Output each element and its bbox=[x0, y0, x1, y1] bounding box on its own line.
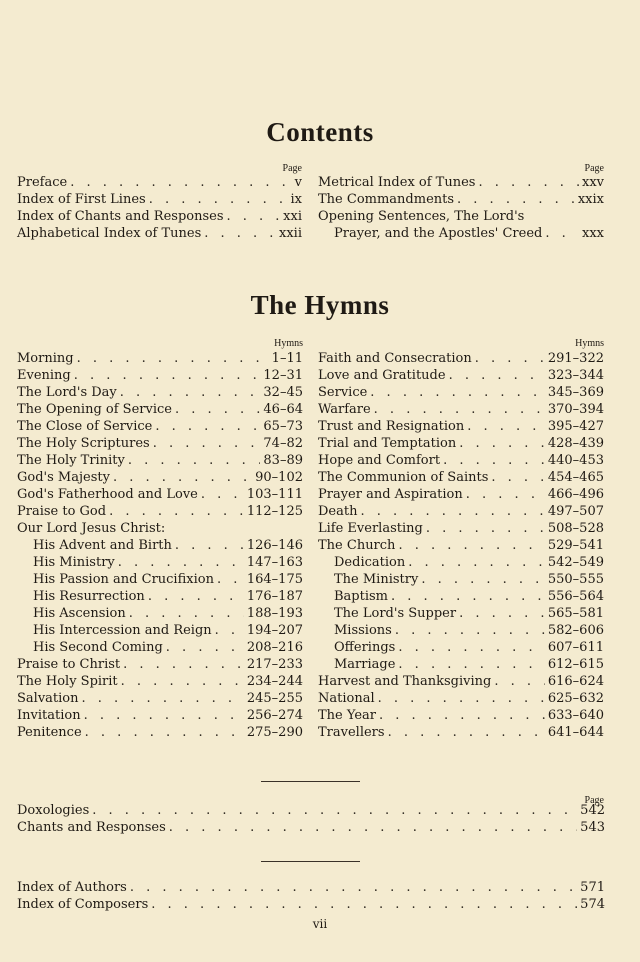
index-entry bbox=[318, 639, 604, 656]
index-entry bbox=[17, 452, 303, 469]
entry-label: Hope and Comfort bbox=[318, 453, 441, 468]
divider-rule-2 bbox=[261, 861, 360, 862]
entry-label: The Holy Scriptures bbox=[17, 436, 150, 451]
entry-number: 543 bbox=[580, 820, 605, 835]
entry-label: God's Majesty bbox=[17, 470, 110, 485]
entry-number: 440–453 bbox=[547, 453, 604, 468]
leader-dots bbox=[148, 588, 244, 605]
entry-label: Penitence bbox=[17, 725, 82, 740]
entry-label: Morning bbox=[17, 351, 74, 366]
index-entry bbox=[17, 520, 303, 537]
index-entry bbox=[17, 537, 303, 554]
leader-dots bbox=[153, 435, 261, 452]
index-entry bbox=[17, 707, 303, 724]
index-entry bbox=[318, 208, 604, 225]
entry-label: The Holy Trinity bbox=[17, 453, 125, 468]
index-entry bbox=[17, 605, 303, 622]
entry-number: 112–125 bbox=[246, 504, 303, 519]
entry-number: xxix bbox=[577, 192, 604, 207]
entry-label: Prayer and Aspiration bbox=[318, 487, 463, 502]
leader-dots bbox=[360, 503, 544, 520]
divider-rule-1 bbox=[261, 781, 360, 782]
index-entry bbox=[318, 225, 604, 242]
entry-number: 529–541 bbox=[547, 538, 604, 553]
leader-dots bbox=[459, 435, 545, 452]
index-entry bbox=[17, 690, 303, 707]
entry-label: The Ministry bbox=[334, 572, 419, 587]
index-entry bbox=[17, 225, 302, 242]
entry-label: His Passion and Crucifixion bbox=[33, 572, 214, 587]
index-entry bbox=[17, 554, 303, 571]
leader-dots bbox=[491, 469, 544, 486]
index-entry bbox=[17, 418, 303, 435]
entry-label: The Communion of Saints bbox=[318, 470, 489, 485]
index-entry bbox=[318, 537, 604, 554]
leader-dots bbox=[84, 707, 244, 724]
entry-number: 625–632 bbox=[547, 691, 604, 706]
leader-dots bbox=[398, 537, 544, 554]
entry-label: Trust and Resignation bbox=[318, 419, 465, 434]
index-entry bbox=[318, 724, 604, 741]
entry-number: 65–73 bbox=[263, 419, 303, 434]
extras-group-1 bbox=[17, 802, 605, 836]
leader-dots bbox=[370, 384, 545, 401]
index-entry bbox=[17, 401, 303, 418]
leader-dots bbox=[120, 384, 261, 401]
hymns-right-label: Hymns bbox=[575, 338, 604, 349]
index-entry bbox=[17, 819, 605, 836]
entry-label: Prayer, and the Apostles' Creed bbox=[334, 226, 543, 241]
leader-dots bbox=[149, 191, 288, 208]
leader-dots bbox=[113, 469, 252, 486]
index-entry bbox=[17, 656, 303, 673]
entry-number: 12–31 bbox=[263, 368, 303, 383]
leader-dots bbox=[128, 452, 261, 469]
entry-label: Index of First Lines bbox=[17, 192, 146, 207]
extras-group-2 bbox=[17, 879, 605, 913]
entry-number: 245–255 bbox=[246, 691, 303, 706]
leader-dots bbox=[109, 503, 244, 520]
entry-label: God's Fatherhood and Love bbox=[17, 487, 198, 502]
entry-label: The Holy Spirit bbox=[17, 674, 118, 689]
index-entry bbox=[318, 350, 604, 367]
entry-label: Trial and Temptation bbox=[318, 436, 457, 451]
entry-label: Death bbox=[318, 504, 358, 519]
index-entry bbox=[17, 879, 605, 896]
leader-dots bbox=[466, 486, 545, 503]
entry-label: The Opening of Service bbox=[17, 402, 172, 417]
entry-number: 194–207 bbox=[246, 623, 303, 638]
entry-label: His Intercession and Reign bbox=[33, 623, 212, 638]
entry-number: 1–11 bbox=[271, 351, 303, 366]
entry-number: 428–439 bbox=[547, 436, 604, 451]
index-entry bbox=[17, 673, 303, 690]
entry-number: 633–640 bbox=[547, 708, 604, 723]
entry-number: 641–644 bbox=[547, 725, 604, 740]
leader-dots bbox=[449, 367, 545, 384]
index-entry bbox=[318, 656, 604, 673]
entry-number: xxii bbox=[279, 226, 302, 241]
entry-number: 571 bbox=[580, 880, 605, 895]
entry-number: 323–344 bbox=[547, 368, 604, 383]
entry-number: 32–45 bbox=[263, 385, 303, 400]
entry-number: 126–146 bbox=[246, 538, 303, 553]
index-entry bbox=[17, 571, 303, 588]
index-entry bbox=[318, 588, 604, 605]
entry-number: 542 bbox=[580, 803, 605, 818]
entry-number: 164–175 bbox=[246, 572, 303, 587]
entry-label: His Ascension bbox=[33, 606, 126, 621]
entry-number: 234–244 bbox=[246, 674, 303, 689]
index-entry bbox=[318, 571, 604, 588]
entry-label: Missions bbox=[334, 623, 392, 638]
leader-dots bbox=[155, 418, 260, 435]
index-entry bbox=[17, 174, 302, 191]
entry-label: The Year bbox=[318, 708, 376, 723]
entry-label: The Lord's Supper bbox=[334, 606, 457, 621]
entry-label: Praise to God bbox=[17, 504, 107, 519]
entry-number: 103–111 bbox=[246, 487, 303, 502]
leader-dots bbox=[457, 191, 575, 208]
entry-number: 176–187 bbox=[246, 589, 303, 604]
leader-dots bbox=[166, 639, 244, 656]
index-entry bbox=[318, 520, 604, 537]
entry-number: 188–193 bbox=[246, 606, 303, 621]
entry-label: His Ministry bbox=[33, 555, 115, 570]
entry-number: 508–528 bbox=[547, 521, 604, 536]
entry-label: Opening Sentences, The Lord's bbox=[318, 209, 525, 224]
leader-dots bbox=[374, 401, 545, 418]
leader-dots bbox=[398, 639, 545, 656]
entry-label: Invitation bbox=[17, 708, 81, 723]
entry-label: Service bbox=[318, 385, 368, 400]
entry-number: xxv bbox=[581, 175, 604, 190]
index-entry bbox=[17, 896, 605, 913]
leader-dots bbox=[118, 554, 244, 571]
entry-number: xxx bbox=[582, 226, 604, 241]
leader-dots bbox=[478, 174, 579, 191]
entry-number: 208–216 bbox=[246, 640, 303, 655]
leader-dots bbox=[443, 452, 545, 469]
leader-dots bbox=[217, 571, 244, 588]
leader-dots bbox=[130, 879, 577, 896]
leader-dots bbox=[85, 724, 244, 741]
leader-dots bbox=[426, 520, 545, 537]
leader-dots bbox=[77, 350, 269, 367]
entry-number: 90–102 bbox=[255, 470, 303, 485]
index-entry bbox=[17, 588, 303, 605]
entry-number: 256–274 bbox=[246, 708, 303, 723]
index-entry bbox=[17, 191, 302, 208]
entry-label: Metrical Index of Tunes bbox=[318, 175, 476, 190]
entry-number: 83–89 bbox=[263, 453, 303, 468]
entry-label: Faith and Consecration bbox=[318, 351, 472, 366]
entry-label: The Lord's Day bbox=[17, 385, 117, 400]
entry-label: Harvest and Thanksgiving bbox=[318, 674, 492, 689]
entry-number: 74–82 bbox=[263, 436, 303, 451]
entry-label: Offerings bbox=[334, 640, 396, 655]
entry-label: Our Lord Jesus Christ: bbox=[17, 521, 166, 536]
leader-dots bbox=[129, 605, 244, 622]
contents-left-page-label: Page bbox=[282, 163, 302, 174]
index-entry bbox=[17, 435, 303, 452]
leader-dots bbox=[82, 690, 244, 707]
leader-dots bbox=[545, 225, 579, 242]
entry-number: 582–606 bbox=[547, 623, 604, 638]
entry-number: 542–549 bbox=[547, 555, 604, 570]
entry-label: Warfare bbox=[318, 402, 371, 417]
index-entry bbox=[17, 724, 303, 741]
entry-number: 574 bbox=[580, 897, 605, 912]
leader-dots bbox=[494, 673, 545, 690]
entry-number: 607–611 bbox=[547, 640, 604, 655]
entry-label: Travellers bbox=[318, 725, 385, 740]
index-entry bbox=[318, 367, 604, 384]
entry-label: National bbox=[318, 691, 375, 706]
leader-dots bbox=[70, 174, 291, 191]
index-entry bbox=[17, 802, 605, 819]
entry-label: Index of Composers bbox=[17, 897, 149, 912]
entry-label: The Commandments bbox=[318, 192, 455, 207]
entry-number: 275–290 bbox=[246, 725, 303, 740]
entry-number: 556–564 bbox=[547, 589, 604, 604]
leader-dots bbox=[169, 819, 577, 836]
entry-label: Index of Authors bbox=[17, 880, 127, 895]
index-entry bbox=[318, 605, 604, 622]
entry-number: 565–581 bbox=[547, 606, 604, 621]
index-entry bbox=[17, 350, 303, 367]
leader-dots bbox=[175, 537, 244, 554]
index-entry bbox=[318, 690, 604, 707]
leader-dots bbox=[378, 690, 545, 707]
index-entry bbox=[17, 639, 303, 656]
leader-dots bbox=[467, 418, 545, 435]
entry-number: 217–233 bbox=[246, 657, 303, 672]
entry-number: 550–555 bbox=[547, 572, 604, 587]
index-entry bbox=[318, 174, 604, 191]
index-entry bbox=[318, 452, 604, 469]
index-entry bbox=[17, 486, 303, 503]
entry-label: Alphabetical Index of Tunes bbox=[17, 226, 202, 241]
entry-label: The Close of Service bbox=[17, 419, 153, 434]
leader-dots bbox=[215, 622, 244, 639]
entry-label: Index of Chants and Responses bbox=[17, 209, 224, 224]
leader-dots bbox=[379, 707, 545, 724]
leader-dots bbox=[421, 571, 545, 588]
contents-right-page-label: Page bbox=[584, 163, 604, 174]
leader-dots bbox=[388, 724, 545, 741]
entry-number: 345–369 bbox=[547, 385, 604, 400]
leader-dots bbox=[395, 622, 545, 639]
entry-number: 147–163 bbox=[246, 555, 303, 570]
leader-dots bbox=[175, 401, 260, 418]
leader-dots bbox=[123, 656, 244, 673]
leader-dots bbox=[121, 673, 244, 690]
leader-dots bbox=[475, 350, 545, 367]
hymns-left-label: Hymns bbox=[274, 338, 303, 349]
entry-label: His Advent and Birth bbox=[33, 538, 172, 553]
entry-number: 616–624 bbox=[547, 674, 604, 689]
page-number: vii bbox=[312, 917, 328, 931]
entry-label: Doxologies bbox=[17, 803, 90, 818]
entry-number: 370–394 bbox=[547, 402, 604, 417]
entry-label: Preface bbox=[17, 175, 68, 190]
entry-label: His Resurrection bbox=[33, 589, 145, 604]
leader-dots bbox=[391, 588, 545, 605]
index-entry bbox=[17, 469, 303, 486]
entry-number: 46–64 bbox=[263, 402, 303, 417]
index-entry bbox=[318, 401, 604, 418]
hymns-right-column bbox=[318, 350, 604, 741]
entry-label: Marriage bbox=[334, 657, 396, 672]
hymns-left-column bbox=[17, 350, 303, 741]
entry-label: Chants and Responses bbox=[17, 820, 166, 835]
entry-label: Dedication bbox=[334, 555, 406, 570]
leader-dots bbox=[227, 208, 281, 225]
index-entry bbox=[318, 486, 604, 503]
leader-dots bbox=[151, 896, 577, 913]
entry-number: v bbox=[294, 175, 302, 190]
leader-dots bbox=[92, 802, 577, 819]
contents-right-column bbox=[318, 174, 604, 242]
entry-label: The Church bbox=[318, 538, 396, 553]
entry-number: 612–615 bbox=[547, 657, 604, 672]
entry-label: Love and Gratitude bbox=[318, 368, 446, 383]
entry-label: Praise to Christ bbox=[17, 657, 121, 672]
entry-number: 497–507 bbox=[547, 504, 604, 519]
index-entry bbox=[17, 208, 302, 225]
entry-number: 395–427 bbox=[547, 419, 604, 434]
leader-dots bbox=[398, 656, 544, 673]
index-entry bbox=[318, 191, 604, 208]
contents-heading: Contents bbox=[266, 117, 374, 147]
contents-left-column bbox=[17, 174, 302, 242]
index-entry bbox=[17, 384, 303, 401]
index-entry bbox=[318, 707, 604, 724]
hymns-heading: The Hymns bbox=[250, 290, 390, 320]
leader-dots bbox=[408, 554, 545, 571]
leader-dots bbox=[204, 225, 276, 242]
entry-label: His Second Coming bbox=[33, 640, 163, 655]
entry-label: Evening bbox=[17, 368, 71, 383]
index-entry bbox=[17, 503, 303, 520]
entry-label: Baptism bbox=[334, 589, 389, 604]
entry-label: Life Everlasting bbox=[318, 521, 423, 536]
index-entry bbox=[318, 622, 604, 639]
entry-label: Salvation bbox=[17, 691, 79, 706]
index-entry bbox=[318, 673, 604, 690]
extras-page-label: Page bbox=[584, 795, 604, 806]
entry-number: 291–322 bbox=[547, 351, 604, 366]
entry-number: xxi bbox=[283, 209, 302, 224]
index-entry bbox=[318, 384, 604, 401]
entry-number: 454–465 bbox=[547, 470, 604, 485]
index-entry bbox=[318, 469, 604, 486]
leader-dots bbox=[74, 367, 261, 384]
index-entry bbox=[318, 554, 604, 571]
leader-dots bbox=[459, 605, 545, 622]
index-entry bbox=[17, 367, 303, 384]
entry-number: 466–496 bbox=[547, 487, 604, 502]
index-entry bbox=[318, 503, 604, 520]
leader-dots bbox=[201, 486, 244, 503]
index-entry bbox=[17, 622, 303, 639]
index-entry bbox=[318, 435, 604, 452]
index-entry bbox=[318, 418, 604, 435]
entry-number: ix bbox=[290, 192, 302, 207]
